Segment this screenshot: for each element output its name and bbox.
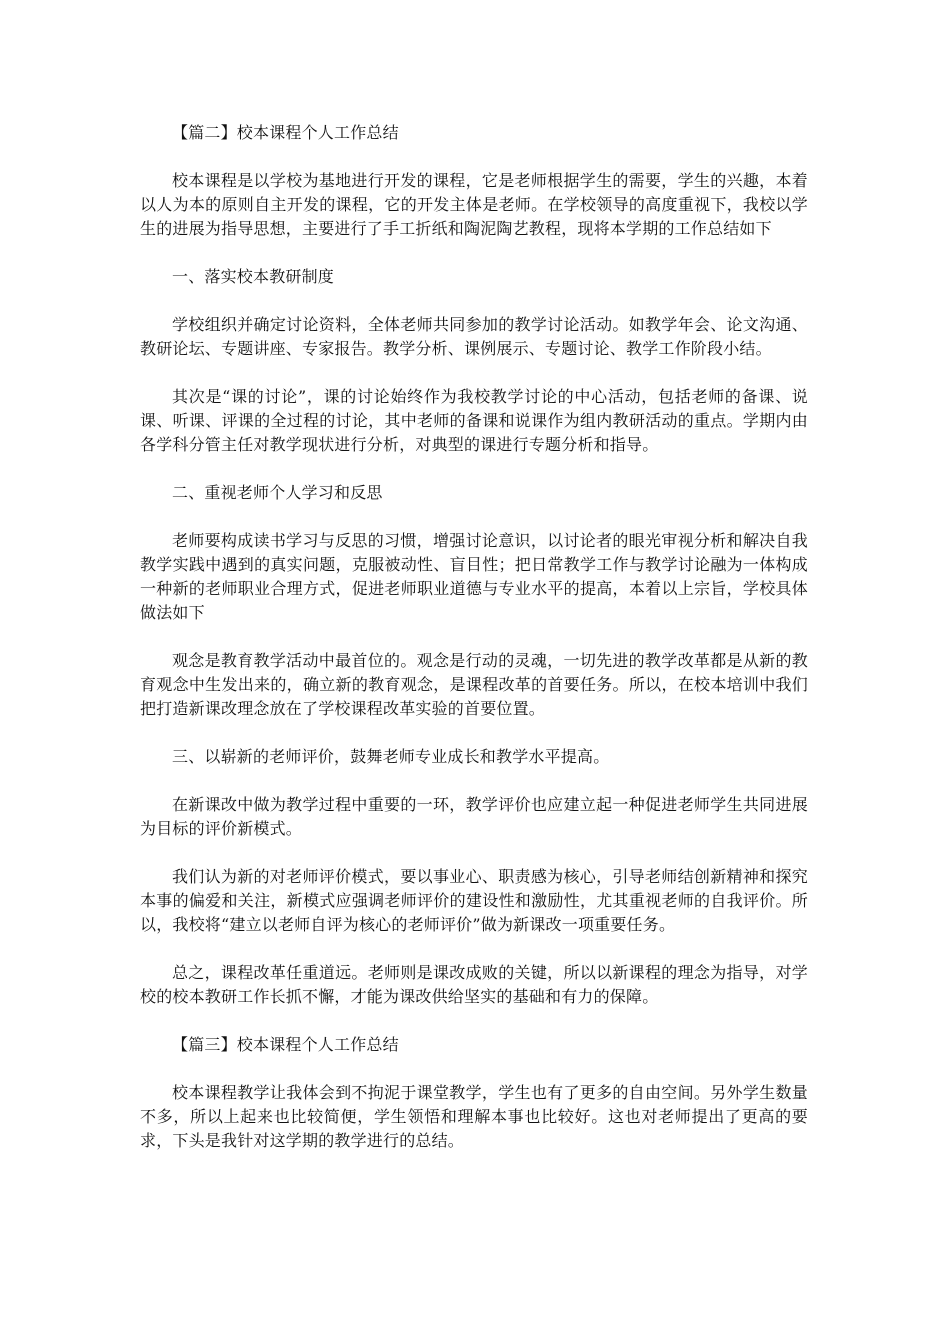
- paragraph: 在新课改中做为教学过程中重要的一环，教学评价也应建立起一种促进老师学生共同进展为目标的评价新模式。: [140, 795, 808, 838]
- section-heading: 二、重视老师个人学习和反思: [172, 483, 383, 502]
- paragraph: 观念是教育教学活动中最首位的。观念是行动的灵魂，一切先进的教学改革都是从新的教育观念中生发出来的，确立新的教育观念，是课程改革的首要任务。所以，在校本培训中我们把打造新课改理念放在了学校课程改革实验的首要位置。: [140, 651, 808, 718]
- section-heading: 一、落实校本教研制度: [172, 267, 335, 286]
- section-heading: 【篇二】校本课程个人工作总结: [172, 123, 399, 142]
- paragraph: 总之，课程改革任重道远。老师则是课改成败的关键，所以以新课程的理念为指导，对学校的校本教研工作长抓不懈，才能为课改供给坚实的基础和有力的保障。: [140, 963, 808, 1006]
- section-heading: 【篇三】校本课程个人工作总结: [172, 1035, 399, 1054]
- document-page: [140, 121, 808, 1177]
- paragraph: 校本课程教学让我体会到不拘泥于课堂教学，学生也有了更多的自由空间。另外学生数量不多，所以上起来也比较简便，学生领悟和理解本事也比较好。这也对老师提出了更高的要求，下头是我针对这学期的教学进行的总结。: [140, 1083, 808, 1150]
- paragraph: 其次是“课的讨论”，课的讨论始终作为我校教学讨论的中心活动，包括老师的备课、说课、听课、评课的全过程的讨论，其中老师的备课和说课作为组内教研活动的重点。学期内由各学科分管主任对教学现状进行分析，对典型的课进行专题分析和指导。: [140, 387, 808, 454]
- paragraph: 我们认为新的对老师评价模式，要以事业心、职责感为核心，引导老师结创新精神和探究本事的偏爱和关注，新模式应强调老师评价的建设性和激励性，尤其重视老师的自我评价。所以，我校将“建立以老师自评为核心的老师评价”做为新课改一项重要任务。: [140, 867, 808, 934]
- paragraph: 学校组织并确定讨论资料，全体老师共同参加的教学讨论活动。如教学年会、论文沟通、教研论坛、专题讲座、专家报告。教学分析、课例展示、专题讨论、教学工作阶段小结。: [140, 315, 808, 358]
- section-heading: 三、以崭新的老师评价，鼓舞老师专业成长和教学水平提高。: [172, 747, 610, 766]
- paragraph: 校本课程是以学校为基地进行开发的课程，它是老师根据学生的需要，学生的兴趣，本着以人为本的原则自主开发的课程，它的开发主体是老师。在学校领导的高度重视下，我校以学生的进展为指导思想，主要进行了手工折纸和陶泥陶艺教程，现将本学期的工作总结如下: [140, 171, 808, 238]
- paragraph: 老师要构成读书学习与反思的习惯，增强讨论意识，以讨论者的眼光审视分析和解决自我教学实践中遇到的真实问题，克服被动性、盲目性；把日常教学工作与教学讨论融为一体构成一种新的老师职业合理方式，促进老师职业道德与专业水平的提高，本着以上宗旨，学校具体做法如下: [140, 531, 808, 622]
